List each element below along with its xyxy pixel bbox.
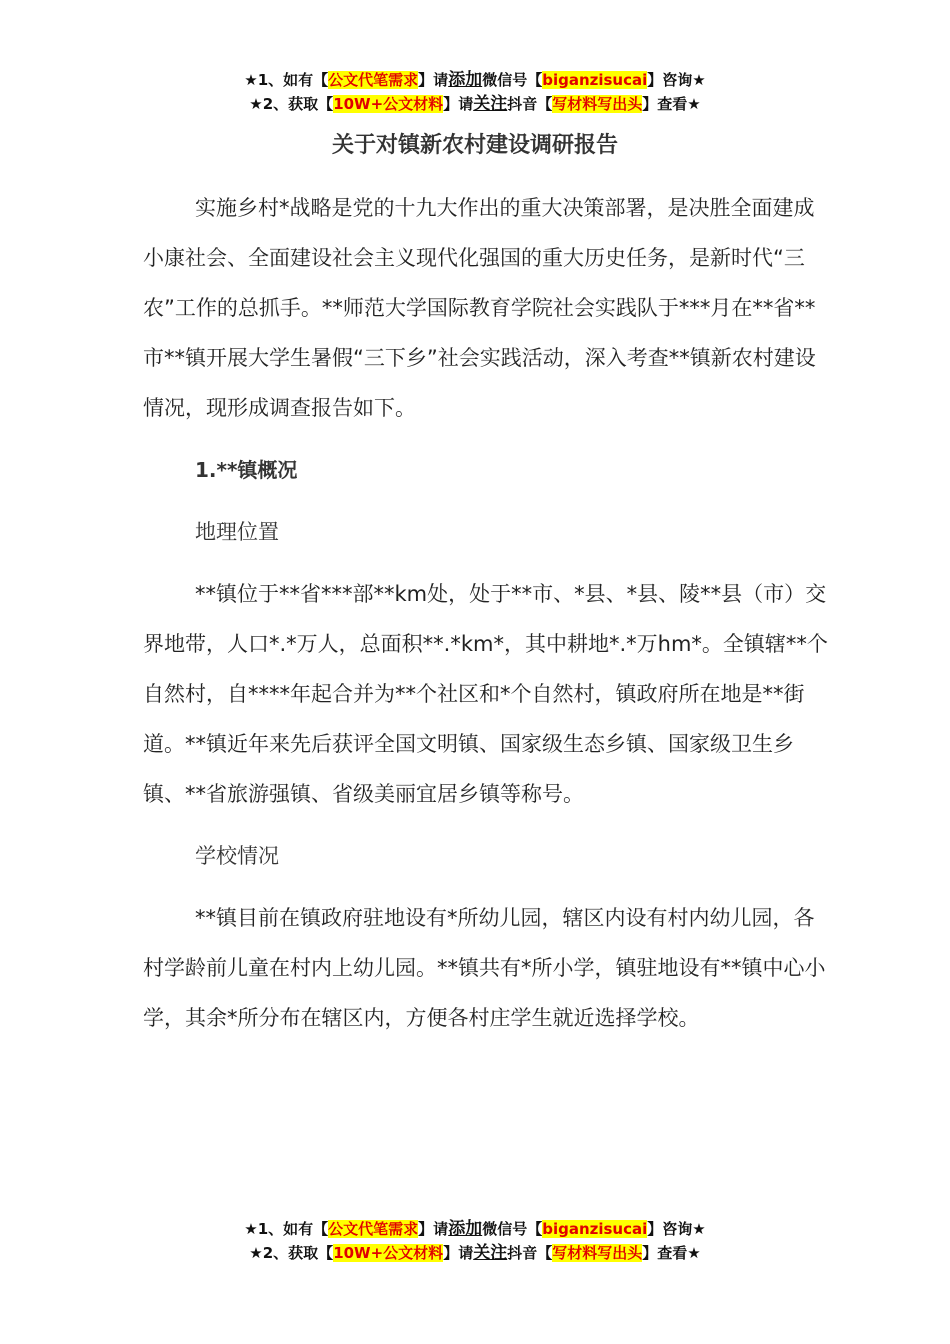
wechat-id-highlight: biganzisucai bbox=[542, 71, 648, 89]
promo-text: 】请 bbox=[443, 95, 474, 113]
promo-line-1 bbox=[0, 1217, 950, 1241]
document-body bbox=[143, 183, 833, 1055]
promo-highlight: 公文代笔需求 bbox=[328, 1220, 419, 1238]
promo-line-2 bbox=[0, 92, 950, 116]
douyin-id-highlight: 写材料写出头 bbox=[552, 95, 643, 113]
promo-highlight: 公文代笔需求 bbox=[328, 71, 419, 89]
promo-text: 微信号【 bbox=[482, 71, 543, 89]
promo-highlight: 10W+公文材料 bbox=[333, 1244, 444, 1262]
promo-text: 】咨询★ bbox=[647, 1220, 706, 1238]
promo-emphasis: 添加 bbox=[448, 1219, 483, 1239]
promo-banner-top bbox=[0, 68, 950, 116]
promo-banner-bottom bbox=[0, 1217, 950, 1265]
douyin-id-highlight: 写材料写出头 bbox=[552, 1244, 643, 1262]
intro-paragraph: 实施乡村*战略是党的十九大作出的重大决策部署，是决胜全面建成小康社会、全面建设社会主义现代化强国的重大历史任务，是新时代“三农”工作的总抓手。**师范大学国际教育学院社会实践队于***月在**省**市**镇开展大学生暑假“三下乡”社会实践活动，深入考查**镇新农村建设情况，现形成调查报告如下。 bbox=[143, 196, 816, 420]
promo-text: 抖音【 bbox=[507, 95, 553, 113]
promo-text: 微信号【 bbox=[482, 1220, 543, 1238]
promo-emphasis: 关注 bbox=[473, 94, 508, 114]
promo-text: 】请 bbox=[418, 71, 449, 89]
document-title: 关于对镇新农村建设调研报告 bbox=[331, 133, 618, 158]
promo-text: 】咨询★ bbox=[647, 71, 706, 89]
promo-text: 抖音【 bbox=[507, 1244, 553, 1262]
subheading-location: 地理位置 bbox=[195, 520, 279, 544]
promo-line-1 bbox=[0, 68, 950, 92]
schools-paragraph: **镇目前在镇政府驻地设有*所幼儿园，辖区内设有村内幼儿园，各村学龄前儿童在村内上幼儿园。**镇共有*所小学，镇驻地设有**镇中心小学，其余*所分布在辖区内，方便各村庄学生就近选择学校。 bbox=[143, 906, 826, 1030]
location-paragraph: **镇位于**省***部**km处，处于**市、*县、*县、陵**县（市）交界地带，人口*.*万人，总面积**.*km*，其中耕地*.*万hm*。全镇辖**个自然村，自****年起合并为**个社区和*个自然村，镇政府所在地是**街道。**镇近年来先后获评全国文明镇、国家级生态乡镇、国家级卫生乡镇、**省旅游强镇、省级美丽宜居乡镇等称号。 bbox=[143, 582, 828, 806]
promo-emphasis: 添加 bbox=[448, 70, 483, 90]
subheading-schools: 学校情况 bbox=[195, 844, 279, 868]
promo-line-2 bbox=[0, 1241, 950, 1265]
promo-text: 】请 bbox=[418, 1220, 449, 1238]
section-heading-overview: 1.**镇概况 bbox=[195, 458, 298, 482]
promo-text: ★1、如有【 bbox=[244, 71, 329, 89]
promo-text: 】查看★ bbox=[642, 95, 701, 113]
promo-text: ★2、获取【 bbox=[249, 95, 334, 113]
promo-text: 】请 bbox=[443, 1244, 474, 1262]
promo-text: ★2、获取【 bbox=[249, 1244, 334, 1262]
promo-text: ★1、如有【 bbox=[244, 1220, 329, 1238]
wechat-id-highlight: biganzisucai bbox=[542, 1220, 648, 1238]
promo-emphasis: 关注 bbox=[473, 1243, 508, 1263]
promo-highlight: 10W+公文材料 bbox=[333, 95, 444, 113]
promo-text: 】查看★ bbox=[642, 1244, 701, 1262]
